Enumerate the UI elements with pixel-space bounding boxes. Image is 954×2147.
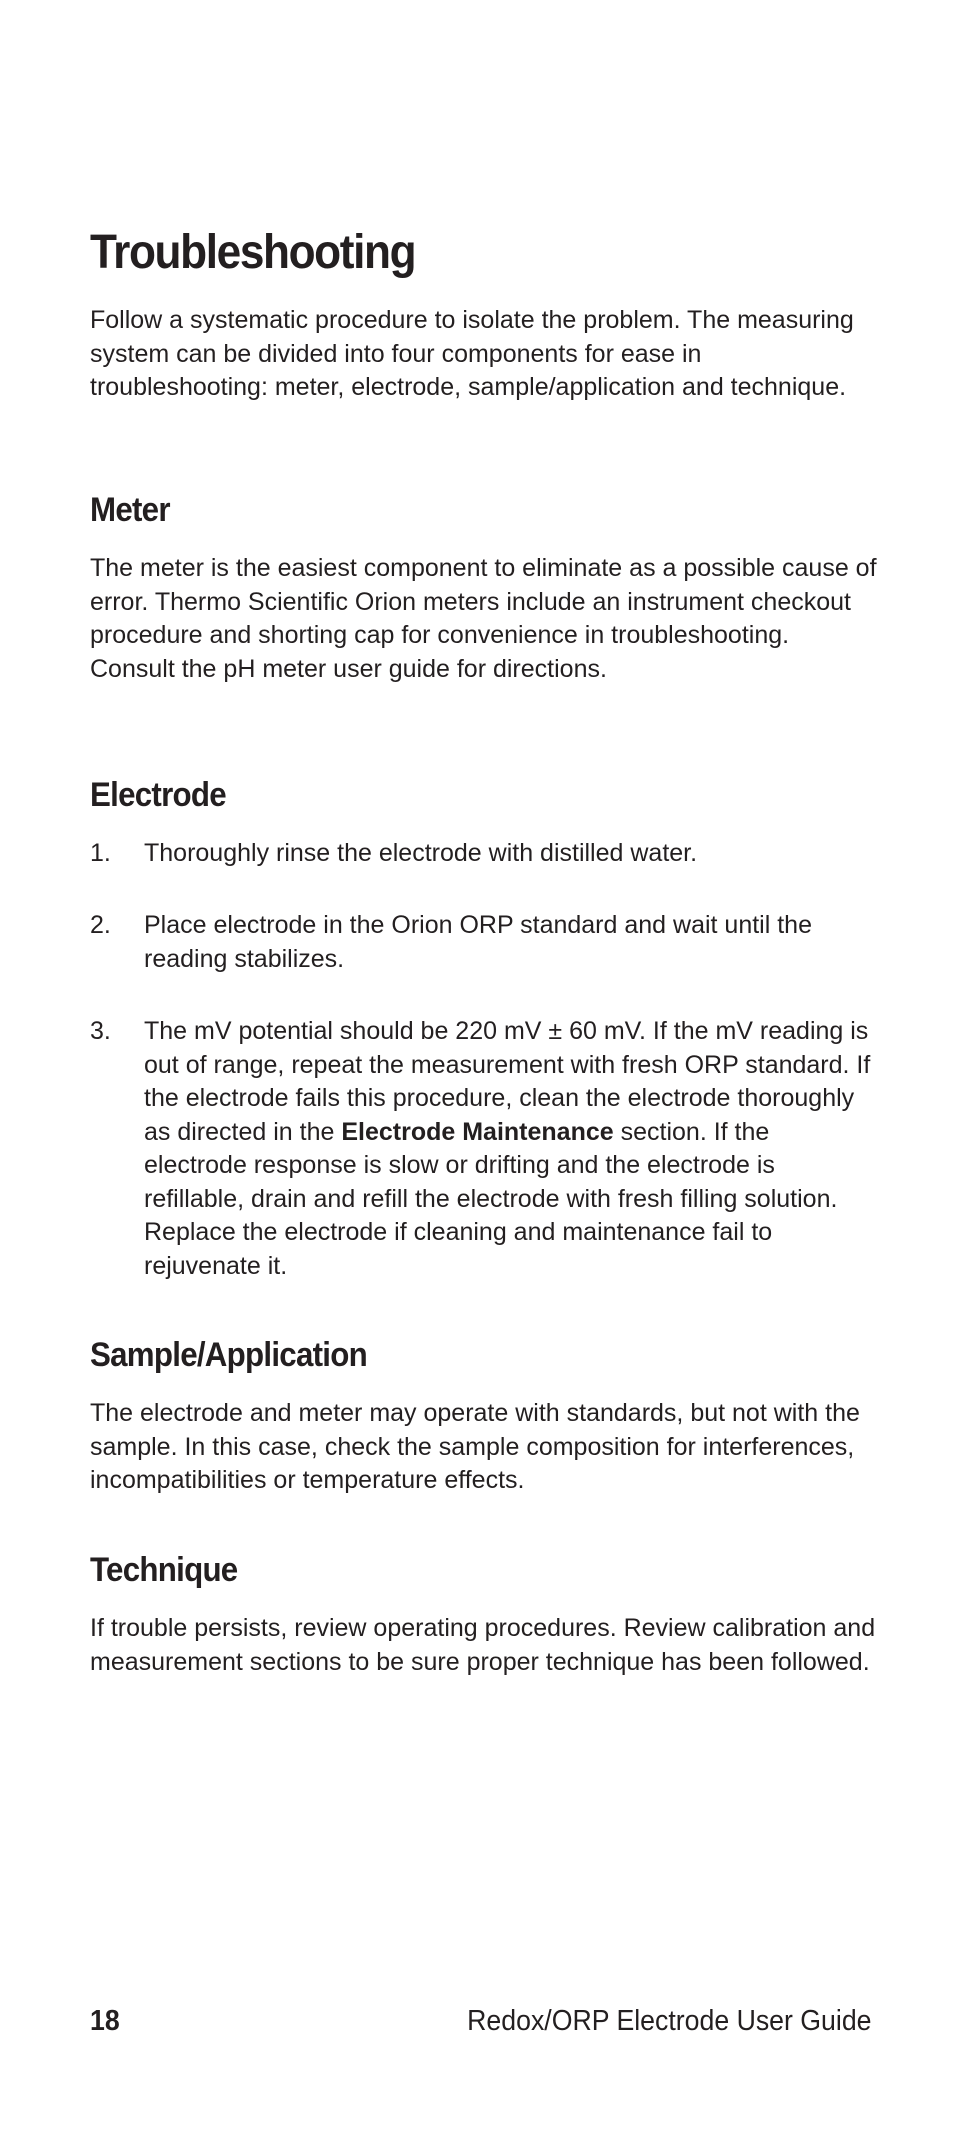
step-number: 2. xyxy=(90,911,111,939)
page-title: Troubleshooting xyxy=(90,226,416,279)
meter-heading: Meter xyxy=(90,491,170,529)
sample-application-paragraph: The electrode and meter may operate with standards, but not with the sample. In this case, check the sample composition for interferences, incompatibilities or temperature effects. xyxy=(90,1399,860,1494)
electrode-heading: Electrode xyxy=(90,776,226,814)
page-number: 18 xyxy=(90,2005,120,2037)
step-text-after: section. If the electrode response is slow or drifting and the electrode is refillable, drain and refill the electrode with fresh filling solution. Replace the electrode if cleaning and maintenance fail to rejuvenate it. xyxy=(144,1117,838,1280)
step-number: 3. xyxy=(90,1017,111,1045)
electrode-maintenance-reference: Electrode Maintenance xyxy=(341,1117,614,1146)
technique-heading: Technique xyxy=(90,1551,238,1589)
footer-guide-title: Redox/ORP Electrode User Guide xyxy=(467,2005,872,2037)
technique-paragraph: If trouble persists, review operating procedures. Review calibration and measurement sections to be sure proper technique has been followed. xyxy=(90,1614,876,1676)
step-text-before: The mV potential should be 220 mV ± 60 mV. If the mV reading is out of range, repeat the measurement with fresh ORP standard. If the electrode fails this procedure, clean the electrode thoroughly as directed in the xyxy=(144,1017,871,1146)
meter-paragraph: The meter is the easiest component to eliminate as a possible cause of error. Thermo Scientific Orion meters include an instrument checkout procedure and shorting cap for convenience in troubleshooting. Consult the pH meter user guide for directions. xyxy=(90,554,877,683)
sample-application-heading: Sample/Application xyxy=(90,1336,368,1374)
step-text: Place electrode in the Orion ORP standard and wait until the reading stabilizes. xyxy=(144,911,812,973)
step-text: Thoroughly rinse the electrode with distilled water. xyxy=(144,839,698,867)
step-text xyxy=(144,1015,879,1283)
intro-paragraph: Follow a systematic procedure to isolate the problem. The measuring system can be divided into four components for ease in troubleshooting: meter, electrode, sample/application and technique. xyxy=(90,306,854,401)
step-number: 1. xyxy=(90,839,111,867)
